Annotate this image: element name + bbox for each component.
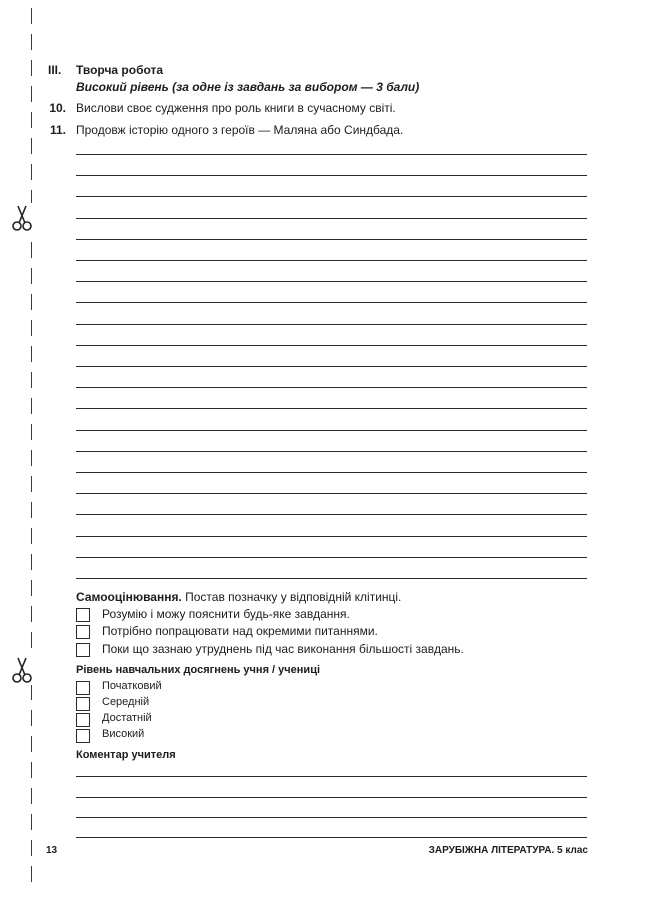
cut-dash: [31, 398, 32, 414]
answer-line[interactable]: [76, 366, 587, 367]
section-header: [48, 63, 61, 77]
cut-dash: [31, 580, 32, 596]
checkbox[interactable]: [76, 625, 90, 639]
answer-line[interactable]: [76, 387, 587, 388]
checkbox[interactable]: [76, 643, 90, 657]
answer-line[interactable]: [76, 430, 587, 431]
answer-line[interactable]: [76, 514, 587, 515]
comment-line[interactable]: [76, 776, 587, 777]
answer-line[interactable]: [76, 175, 587, 176]
cut-dash: [31, 528, 32, 544]
cut-dash: [31, 788, 32, 804]
answer-line[interactable]: [76, 324, 587, 325]
cut-dash: [31, 632, 32, 648]
cut-dash: [31, 372, 32, 388]
answer-line[interactable]: [76, 154, 587, 155]
comment-line[interactable]: [76, 797, 587, 798]
comment-line[interactable]: [76, 837, 587, 838]
cut-dash: [31, 138, 32, 154]
teacher-comment-heading: Коментар учителя: [76, 749, 176, 761]
cut-dash: [31, 8, 32, 24]
answer-line[interactable]: [76, 472, 587, 473]
achievement-heading: Рівень навчальних досягнень учня / учениці: [76, 664, 321, 676]
cut-dash: [31, 294, 32, 310]
cut-line: [31, 8, 33, 888]
cut-dash: [31, 164, 32, 180]
checkbox[interactable]: [76, 713, 90, 727]
cut-dash: [31, 346, 32, 362]
page-number: 13: [46, 845, 58, 856]
answer-line[interactable]: [76, 239, 587, 240]
cut-dash: [31, 684, 32, 700]
answer-line[interactable]: [76, 578, 587, 579]
checkbox[interactable]: [76, 681, 90, 695]
scissors-icon: [11, 203, 33, 233]
section-roman: III.: [48, 63, 62, 77]
cut-dash: [31, 86, 32, 102]
cut-dash: [31, 60, 32, 76]
checkbox[interactable]: [76, 729, 90, 743]
cut-dash: [31, 814, 32, 830]
answer-line[interactable]: [76, 557, 587, 558]
cut-dash: [31, 762, 32, 778]
cut-dash: [31, 554, 32, 570]
answer-line[interactable]: [76, 345, 587, 346]
scissors-icon: [11, 655, 33, 685]
cut-dash: [31, 476, 32, 492]
cut-dash: [31, 320, 32, 336]
cut-dash: [31, 736, 32, 752]
cut-dash: [31, 424, 32, 440]
task-text: Продовж історію одного з героїв — Маляна або Синдбада.: [76, 123, 404, 137]
task-number: 10.: [49, 101, 66, 115]
cut-dash: [31, 502, 32, 518]
answer-line[interactable]: [76, 408, 587, 409]
checkbox[interactable]: [76, 608, 90, 622]
self-assessment-heading: Самооцінювання. Постав позначку у відповідній клітинці.: [76, 590, 402, 604]
answer-line[interactable]: [76, 536, 587, 537]
answer-line[interactable]: [76, 218, 587, 219]
answer-line[interactable]: [76, 196, 587, 197]
comment-line[interactable]: [76, 817, 587, 818]
answer-line[interactable]: [76, 260, 587, 261]
task-text: Вислови своє судження про роль книги в сучасному світі.: [76, 101, 396, 115]
cut-dash: [31, 112, 32, 128]
cut-dash: [31, 840, 32, 856]
section-subtitle: Високий рівень (за одне із завдань за вибором — 3 бали): [76, 80, 420, 94]
cut-dash: [31, 242, 32, 258]
book-title: ЗАРУБІЖНА ЛІТЕРАТУРА. 5 клас: [428, 845, 588, 856]
answer-line[interactable]: [76, 302, 587, 303]
answer-line[interactable]: [76, 493, 587, 494]
answer-line[interactable]: [76, 451, 587, 452]
section-title: Творча робота: [76, 63, 164, 77]
cut-dash: [31, 268, 32, 284]
checkbox[interactable]: [76, 697, 90, 711]
cut-dash: [31, 866, 32, 882]
cut-dash: [31, 606, 32, 622]
cut-dash: [31, 450, 32, 466]
cut-dash: [31, 710, 32, 726]
task-number: 11.: [49, 123, 66, 137]
answer-line[interactable]: [76, 281, 587, 282]
cut-dash: [31, 34, 32, 50]
